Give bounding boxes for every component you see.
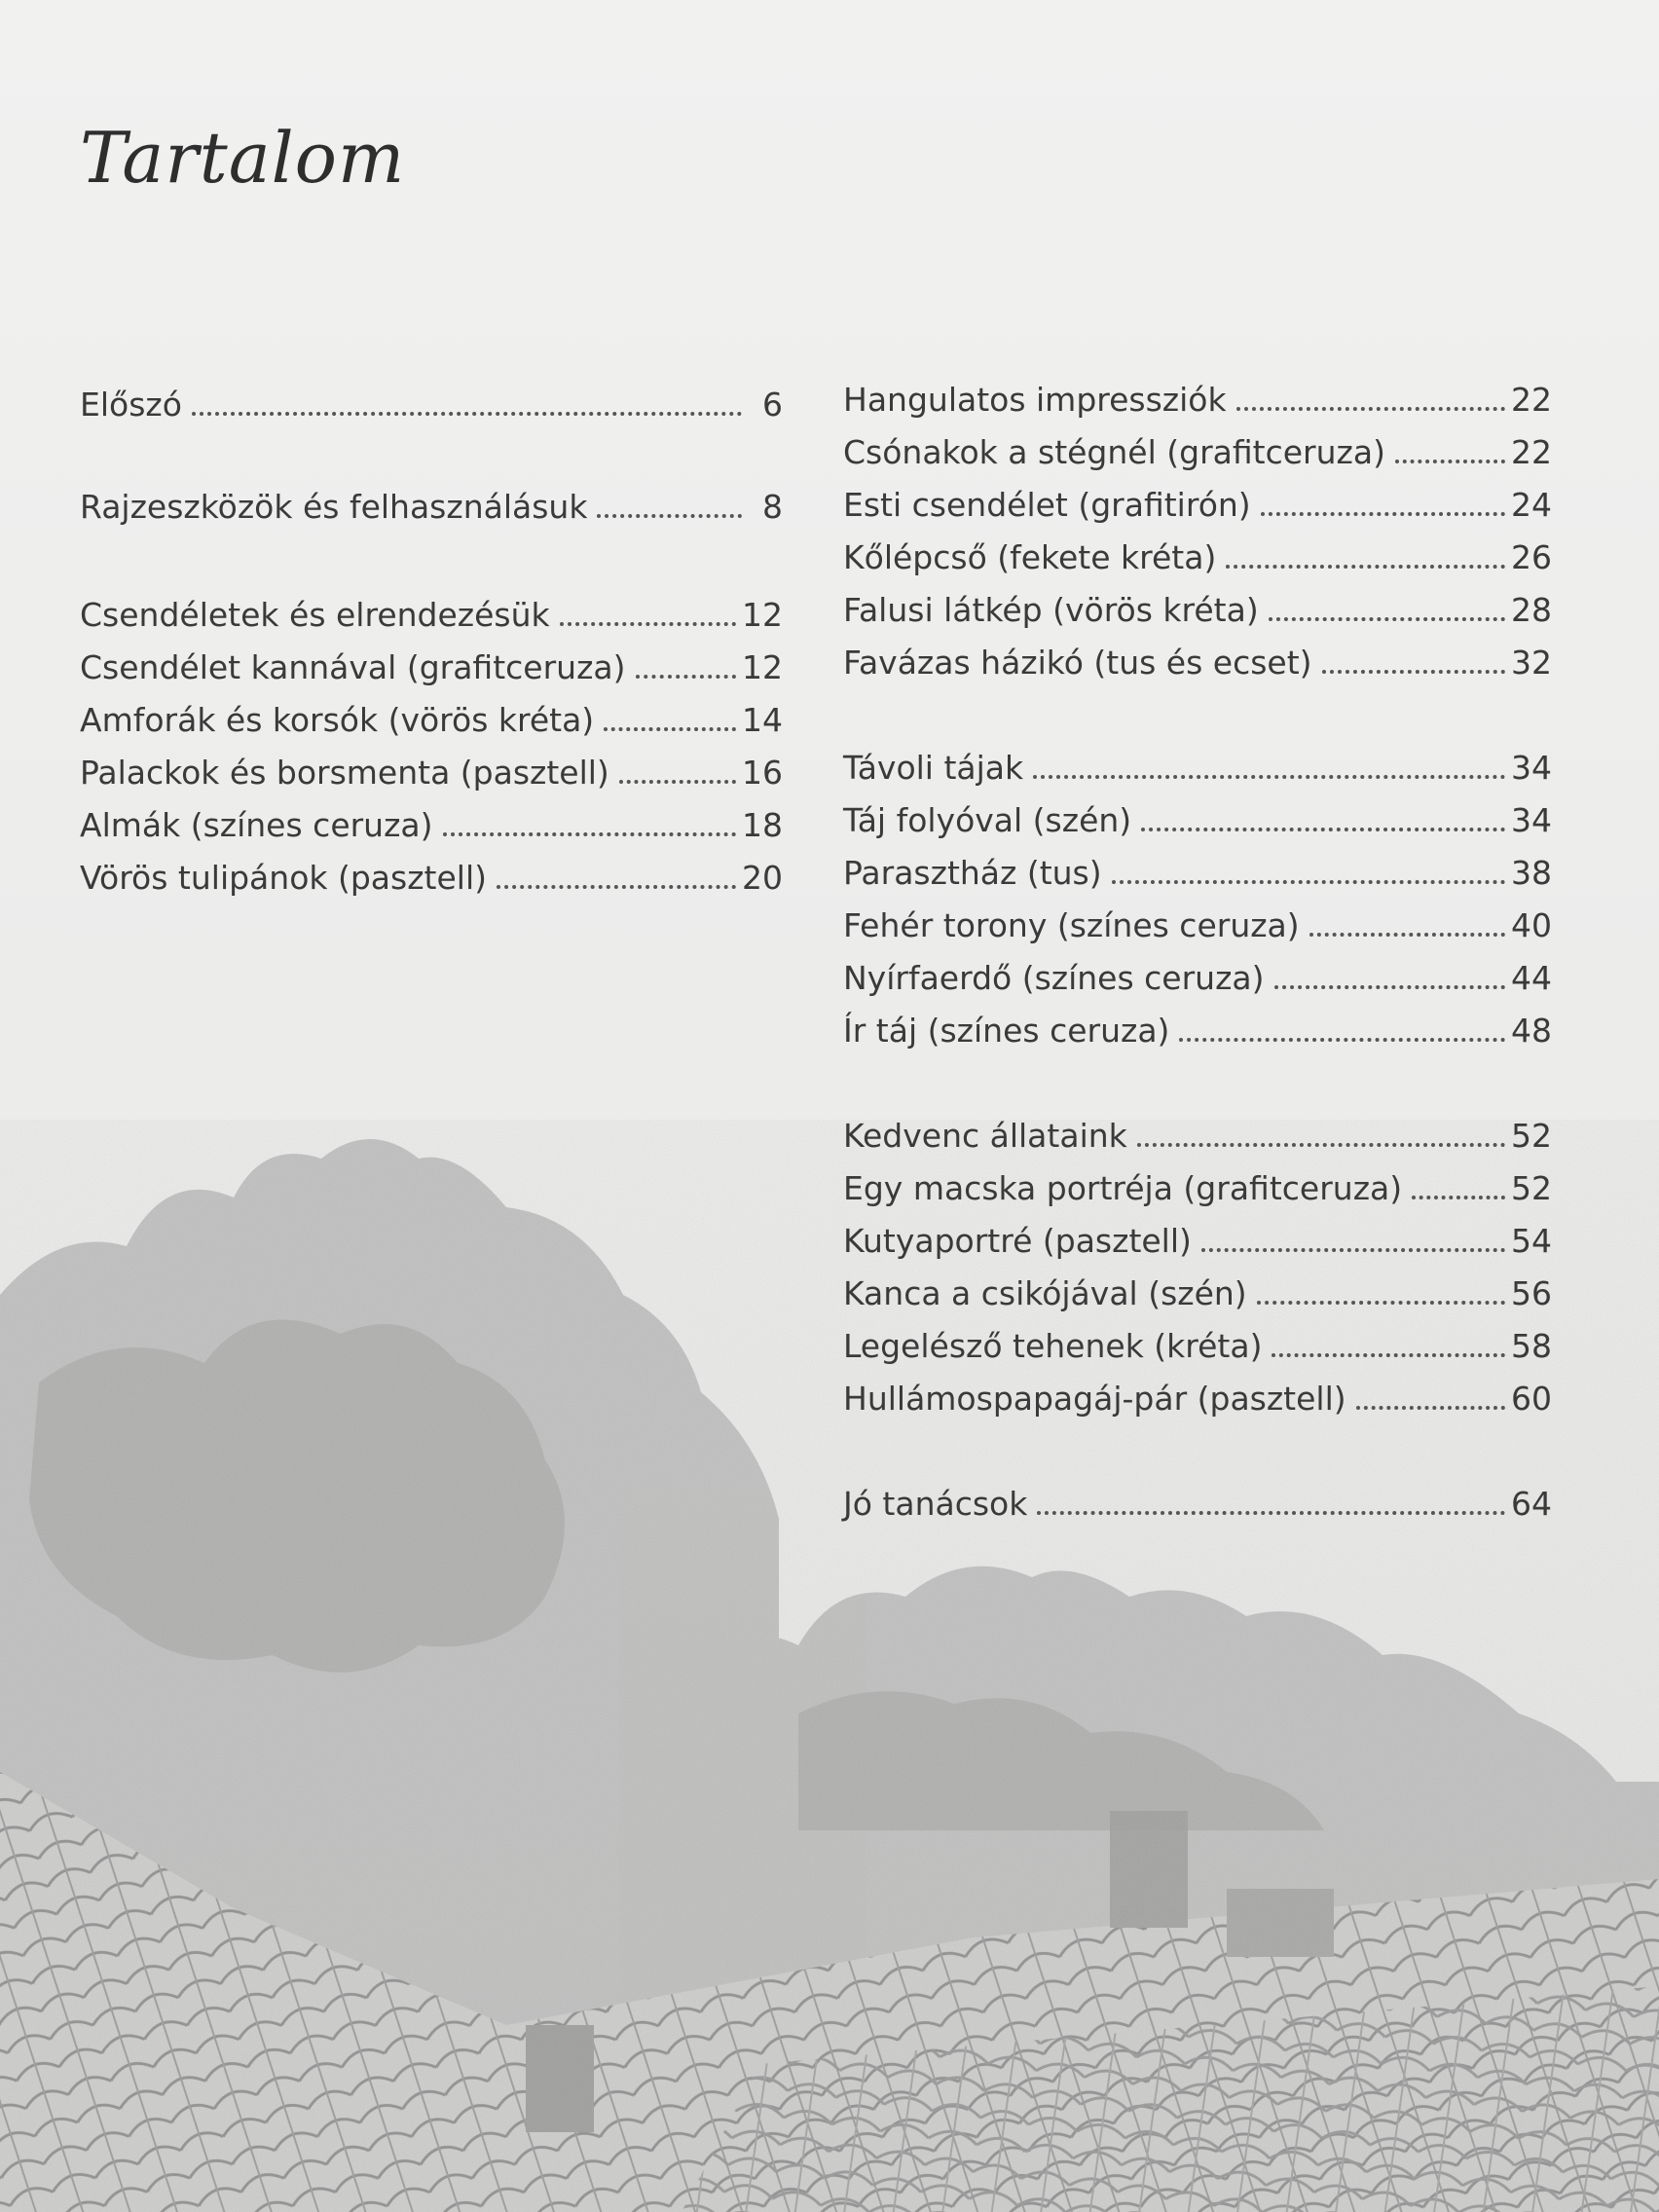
toc-entry[interactable] (80, 648, 783, 687)
toc-entry-label: Hullámospapagáj-pár (pasztell) (843, 1380, 1346, 1418)
toc-entry-label: Jó tanácsok (843, 1485, 1028, 1523)
toc-entry-page: 22 (1511, 433, 1552, 471)
toc-entry-label: Ír táj (színes ceruza) (843, 1012, 1170, 1050)
toc-entry-page: 34 (1511, 801, 1552, 839)
toc-entry-page: 18 (742, 806, 783, 844)
dot-leader (1236, 407, 1505, 411)
dot-leader (1322, 670, 1505, 674)
toc-entry-page: 52 (1511, 1169, 1552, 1207)
toc-entry[interactable] (843, 959, 1552, 998)
dot-leader (560, 622, 736, 626)
dot-leader (192, 412, 742, 416)
dot-leader (1179, 1038, 1505, 1042)
page-title: Tartalom (80, 117, 406, 199)
dot-leader (1412, 1196, 1505, 1199)
toc-entry-label: Legelésző tehenek (kréta) (843, 1327, 1263, 1365)
toc-entry[interactable] (80, 488, 783, 527)
toc-entry[interactable] (843, 1485, 1552, 1524)
toc-entry-page: 16 (742, 754, 783, 792)
toc-entry-page: 28 (1511, 591, 1552, 629)
dot-leader (604, 727, 736, 731)
toc-entry-page: 44 (1511, 959, 1552, 997)
toc-entry-label: Kutyaportré (pasztell) (843, 1222, 1192, 1260)
toc-entry[interactable] (843, 486, 1552, 525)
toc-entry-label: Favázas házikó (tus és ecset) (843, 644, 1312, 682)
toc-entry-label: Csendéletek és elrendezésük (80, 596, 550, 634)
toc-entry-page: 32 (1511, 644, 1552, 682)
toc-entry-label: Falusi látkép (vörös kréta) (843, 591, 1259, 629)
dot-leader (619, 780, 736, 784)
toc-entry-page: 34 (1511, 749, 1552, 787)
toc-entry-page: 64 (1511, 1485, 1552, 1523)
toc-entry-label: Parasztház (tus) (843, 854, 1102, 892)
toc-entry-label: Távoli tájak (843, 749, 1024, 787)
dot-leader (636, 675, 736, 679)
toc-entry[interactable] (843, 591, 1552, 630)
toc-entry[interactable] (80, 701, 783, 740)
dot-leader (1037, 1511, 1505, 1515)
toc-entry[interactable] (843, 1169, 1552, 1208)
toc-entry[interactable] (80, 754, 783, 793)
dot-leader (1274, 985, 1505, 989)
toc-entry-page: 20 (742, 859, 783, 897)
toc-entry-page: 48 (1511, 1012, 1552, 1050)
toc-entry[interactable] (843, 854, 1552, 893)
toc-entry[interactable] (843, 1274, 1552, 1313)
toc-entry-label: Vörös tulipánok (pasztell) (80, 859, 487, 897)
toc-entry-page: 22 (1511, 381, 1552, 419)
toc-entry-page: 24 (1511, 486, 1552, 524)
toc-entry[interactable] (843, 433, 1552, 472)
toc-entry[interactable] (843, 1380, 1552, 1419)
toc-entry[interactable] (843, 644, 1552, 682)
dot-leader (1033, 775, 1505, 779)
toc-entry-label: Almák (színes ceruza) (80, 806, 433, 844)
toc-entry-label: Fehér torony (színes ceruza) (843, 906, 1300, 944)
toc-entry-page: 12 (742, 596, 783, 634)
toc-entry-label: Amforák és korsók (vörös kréta) (80, 701, 595, 739)
toc-entry-page: 12 (742, 648, 783, 686)
dot-leader (1395, 460, 1505, 463)
dot-leader (1356, 1406, 1505, 1410)
toc-entry-label: Kanca a csikójával (szén) (843, 1274, 1247, 1312)
toc-entry[interactable] (843, 538, 1552, 577)
toc-entry-label: Egy macska portréja (grafitceruza) (843, 1169, 1403, 1207)
toc-entry-page: 8 (762, 488, 783, 526)
toc-entry-page: 52 (1511, 1117, 1552, 1155)
toc-entry-page: 40 (1511, 906, 1552, 944)
toc-entry-label: Rajzeszközök és felhasználásuk (80, 488, 588, 526)
toc-entry-page: 38 (1511, 854, 1552, 892)
toc-entry[interactable] (843, 1117, 1552, 1156)
toc-entry-page: 26 (1511, 538, 1552, 576)
dot-leader (1137, 1143, 1505, 1147)
dot-leader (1201, 1248, 1505, 1252)
toc-entry-label: Kedvenc állataink (843, 1117, 1127, 1155)
toc-entry[interactable] (843, 801, 1552, 840)
dot-leader (1272, 1353, 1505, 1357)
toc-entry[interactable] (80, 859, 783, 898)
dot-leader (443, 832, 736, 836)
toc-entry[interactable] (843, 381, 1552, 420)
toc-entry-label: Csendélet kannával (grafitceruza) (80, 648, 626, 686)
toc-entry-label: Csónakok a stégnél (grafitceruza) (843, 433, 1385, 471)
toc-entry-page: 54 (1511, 1222, 1552, 1260)
dot-leader (497, 885, 736, 889)
toc-entry-label: Előszó (80, 386, 182, 424)
dot-leader (1226, 565, 1505, 569)
dot-leader (1309, 933, 1505, 937)
toc-entry[interactable] (80, 386, 783, 424)
dot-leader (1257, 1301, 1505, 1305)
toc-entry[interactable] (843, 1327, 1552, 1366)
toc-entry[interactable] (843, 1012, 1552, 1051)
toc-entry-label: Kőlépcső (fekete kréta) (843, 538, 1217, 576)
toc-entry-label: Nyírfaerdő (színes ceruza) (843, 959, 1265, 997)
toc-entry-page: 58 (1511, 1327, 1552, 1365)
toc-entry[interactable] (843, 906, 1552, 945)
toc-entry-page: 60 (1511, 1380, 1552, 1418)
toc-entry-page: 6 (762, 386, 783, 424)
toc-entry[interactable] (80, 806, 783, 845)
dot-leader (597, 514, 742, 518)
dot-leader (1261, 512, 1505, 516)
toc-entry-label: Esti csendélet (grafitirón) (843, 486, 1251, 524)
dot-leader (1141, 828, 1505, 831)
toc-entry-label: Hangulatos impressziók (843, 381, 1227, 419)
toc-entry-label: Palackok és borsmenta (pasztell) (80, 754, 609, 792)
toc-entry-page: 14 (742, 701, 783, 739)
toc-entry[interactable] (843, 749, 1552, 788)
toc-entry-label: Táj folyóval (szén) (843, 801, 1132, 839)
toc-entry[interactable] (843, 1222, 1552, 1261)
dot-leader (1269, 617, 1505, 621)
dot-leader (1112, 880, 1505, 884)
toc-entry[interactable] (80, 596, 783, 635)
toc-entry-page: 56 (1511, 1274, 1552, 1312)
